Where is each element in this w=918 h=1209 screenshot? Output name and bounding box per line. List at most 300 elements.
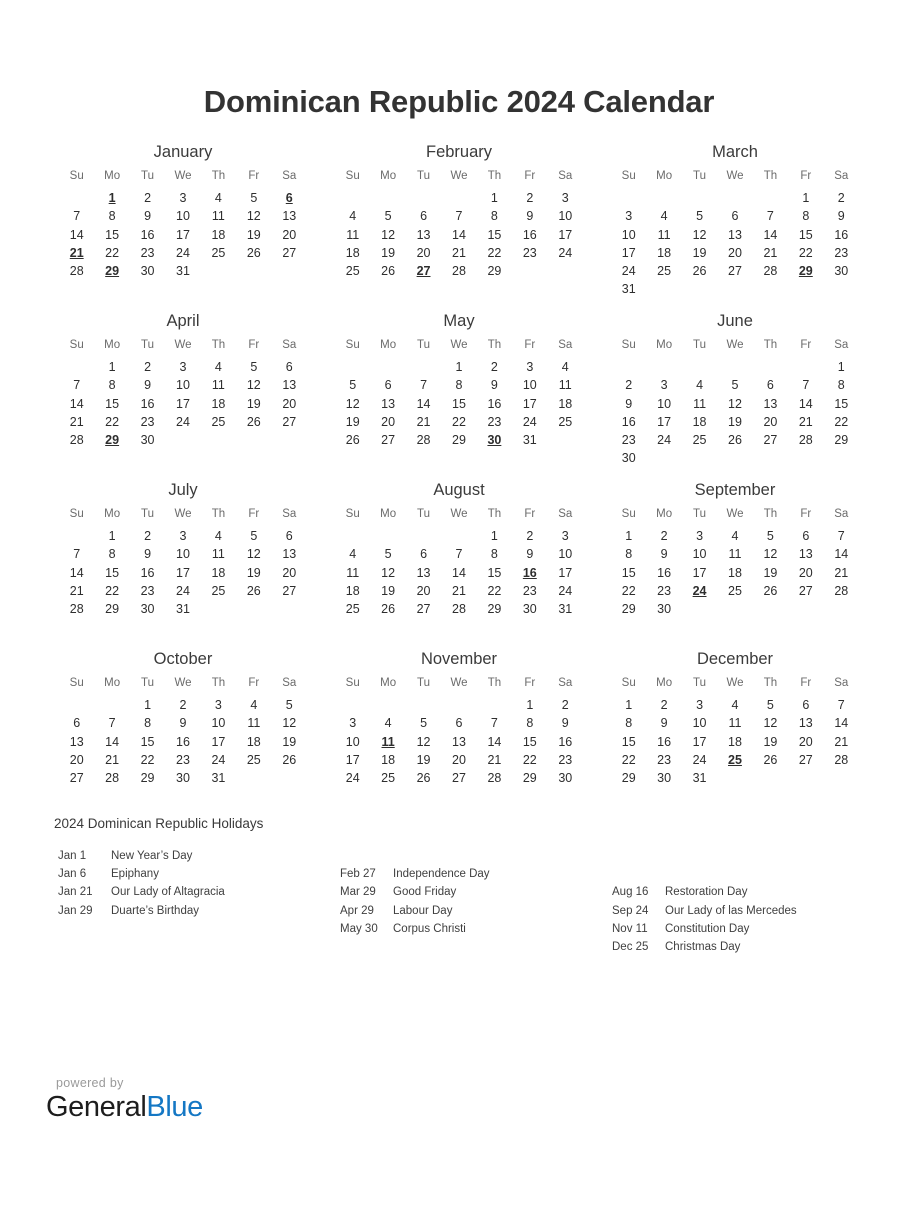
day-cell[interactable]: 28 [798,433,813,448]
day-cell[interactable]: 10 [692,716,707,731]
day-cell[interactable]: 15 [140,734,155,749]
day-cell[interactable]: 20 [282,565,297,580]
day-cell[interactable]: 27 [798,752,813,767]
day-cell[interactable]: 17 [692,565,707,580]
day-cell[interactable]: 13 [69,734,84,749]
day-cell[interactable]: 30 [657,602,672,617]
day-cell[interactable]: 27 [282,245,297,260]
day-cell[interactable]: 22 [798,245,813,260]
day-cell[interactable]: 17 [211,734,226,749]
day-cell[interactable]: 25 [345,264,360,279]
day-cell[interactable]: 15 [452,396,466,411]
day-cell[interactable]: 12 [282,716,297,731]
day-cell[interactable]: 23 [657,752,672,767]
day-cell[interactable]: 8 [625,547,633,562]
day-cell[interactable]: 13 [381,396,396,411]
day-cell-holiday[interactable]: 11 [381,734,395,749]
day-cell[interactable]: 1 [490,191,498,205]
day-cell[interactable]: 22 [105,583,120,598]
day-cell[interactable]: 18 [211,396,226,411]
day-cell[interactable]: 24 [558,245,573,260]
day-cell[interactable]: 19 [345,414,360,429]
day-cell[interactable]: 8 [455,378,463,393]
day-cell[interactable]: 19 [246,565,261,580]
day-cell[interactable]: 28 [834,583,849,598]
day-cell[interactable]: 9 [625,396,633,411]
day-cell[interactable]: 5 [250,529,258,543]
day-cell[interactable]: 28 [69,602,84,617]
day-cell[interactable]: 11 [346,227,360,242]
day-cell[interactable]: 29 [834,433,849,448]
day-cell[interactable]: 14 [763,227,778,242]
day-cell[interactable]: 23 [657,583,672,598]
day-cell[interactable]: 31 [558,602,573,617]
day-cell[interactable]: 20 [69,752,84,767]
day-cell[interactable]: 15 [834,396,849,411]
day-cell[interactable]: 20 [763,414,778,429]
day-cell[interactable]: 2 [490,360,498,374]
day-cell[interactable]: 25 [211,245,226,260]
day-cell[interactable]: 5 [766,698,774,712]
day-cell[interactable]: 8 [490,209,498,224]
day-cell[interactable]: 2 [660,529,668,543]
day-cell[interactable]: 27 [798,583,813,598]
day-cell[interactable]: 1 [455,360,463,374]
day-cell[interactable]: 13 [282,378,297,393]
day-cell[interactable]: 30 [621,451,636,466]
day-cell[interactable]: 5 [766,529,774,543]
day-cell[interactable]: 22 [105,245,120,260]
day-cell[interactable]: 17 [558,227,573,242]
day-cell[interactable]: 5 [420,716,428,731]
day-cell[interactable]: 19 [763,734,778,749]
day-cell[interactable]: 29 [621,771,636,786]
day-cell[interactable]: 24 [522,414,537,429]
day-cell[interactable]: 15 [798,227,813,242]
day-cell[interactable]: 1 [526,698,534,712]
day-cell[interactable]: 10 [176,209,190,224]
day-cell[interactable]: 20 [798,565,813,580]
day-cell[interactable]: 26 [246,245,261,260]
day-cell[interactable]: 29 [452,433,466,448]
day-cell[interactable]: 16 [140,565,155,580]
day-cell[interactable]: 23 [140,414,155,429]
day-cell[interactable]: 17 [692,734,707,749]
day-cell[interactable]: 27 [728,264,742,279]
day-cell[interactable]: 24 [211,752,226,767]
day-cell[interactable]: 22 [140,752,155,767]
day-cell[interactable]: 27 [452,771,466,786]
day-cell[interactable]: 5 [696,209,704,224]
day-cell[interactable]: 9 [837,209,845,224]
day-cell[interactable]: 2 [526,529,534,543]
day-cell[interactable]: 26 [381,264,396,279]
day-cell[interactable]: 14 [487,734,502,749]
day-cell[interactable]: 31 [692,771,707,786]
day-cell[interactable]: 17 [176,227,190,242]
day-cell[interactable]: 6 [420,209,428,224]
day-cell[interactable]: 14 [452,227,466,242]
day-cell[interactable]: 16 [176,734,190,749]
day-cell[interactable]: 12 [381,565,396,580]
day-cell[interactable]: 6 [802,698,810,712]
day-cell[interactable]: 23 [140,583,155,598]
day-cell[interactable]: 22 [105,414,120,429]
day-cell[interactable]: 10 [522,378,537,393]
day-cell[interactable]: 20 [416,245,431,260]
day-cell[interactable]: 25 [692,433,707,448]
day-cell[interactable]: 23 [140,245,155,260]
day-cell[interactable]: 19 [692,245,707,260]
day-cell-holiday[interactable]: 21 [69,245,84,260]
day-cell[interactable]: 14 [69,396,84,411]
day-cell[interactable]: 3 [349,716,357,731]
day-cell[interactable]: 18 [345,245,360,260]
day-cell-holiday[interactable]: 29 [105,264,120,279]
day-cell[interactable]: 12 [381,227,396,242]
day-cell[interactable]: 26 [692,264,707,279]
day-cell[interactable]: 26 [381,602,396,617]
day-cell[interactable]: 12 [246,209,261,224]
day-cell[interactable]: 9 [660,716,668,731]
day-cell[interactable]: 16 [487,396,502,411]
day-cell[interactable]: 25 [345,602,360,617]
day-cell[interactable]: 7 [73,209,81,224]
day-cell[interactable]: 6 [384,378,392,393]
day-cell[interactable]: 11 [693,396,707,411]
day-cell[interactable]: 20 [282,396,297,411]
day-cell[interactable]: 19 [728,414,742,429]
day-cell[interactable]: 27 [416,602,431,617]
day-cell[interactable]: 6 [731,209,739,224]
day-cell[interactable]: 17 [558,565,573,580]
day-cell[interactable]: 23 [487,414,502,429]
day-cell[interactable]: 17 [176,565,190,580]
day-cell[interactable]: 27 [381,433,396,448]
day-cell[interactable]: 30 [140,602,155,617]
day-cell-holiday[interactable]: 6 [285,191,293,205]
day-cell[interactable]: 29 [621,602,636,617]
day-cell[interactable]: 27 [282,414,297,429]
day-cell[interactable]: 11 [728,547,742,562]
day-cell[interactable]: 13 [763,396,778,411]
day-cell[interactable]: 21 [105,752,120,767]
day-cell[interactable]: 31 [176,264,190,279]
day-cell[interactable]: 17 [657,414,672,429]
day-cell[interactable]: 10 [211,716,226,731]
day-cell[interactable]: 3 [561,191,569,205]
day-cell[interactable]: 22 [452,414,466,429]
day-cell[interactable]: 29 [105,602,120,617]
day-cell[interactable]: 4 [250,698,258,712]
day-cell[interactable]: 30 [657,771,672,786]
day-cell[interactable]: 19 [763,565,778,580]
day-cell[interactable]: 15 [105,396,120,411]
day-cell-holiday[interactable]: 25 [728,752,742,767]
day-cell[interactable]: 24 [176,245,190,260]
day-cell[interactable]: 10 [176,378,190,393]
day-cell[interactable]: 25 [657,264,672,279]
day-cell[interactable]: 6 [802,529,810,543]
day-cell[interactable]: 22 [487,245,502,260]
day-cell[interactable]: 18 [728,734,742,749]
day-cell[interactable]: 5 [250,191,258,205]
day-cell[interactable]: 13 [728,227,742,242]
day-cell[interactable]: 28 [763,264,778,279]
day-cell[interactable]: 4 [349,209,357,224]
day-cell-holiday[interactable]: 16 [522,565,537,580]
day-cell[interactable]: 16 [621,414,636,429]
day-cell[interactable]: 23 [522,245,537,260]
day-cell[interactable]: 3 [660,378,668,393]
day-cell[interactable]: 2 [526,191,534,205]
day-cell[interactable]: 5 [731,378,739,393]
day-cell[interactable]: 6 [766,378,774,393]
day-cell[interactable]: 14 [452,565,466,580]
day-cell[interactable]: 26 [416,771,431,786]
day-cell[interactable]: 8 [108,209,116,224]
day-cell[interactable]: 26 [345,433,360,448]
day-cell[interactable]: 3 [179,360,187,374]
day-cell[interactable]: 12 [416,734,431,749]
day-cell[interactable]: 20 [416,583,431,598]
day-cell[interactable]: 6 [420,547,428,562]
day-cell[interactable]: 9 [179,716,187,731]
day-cell[interactable]: 22 [522,752,537,767]
day-cell[interactable]: 12 [763,547,778,562]
day-cell[interactable]: 8 [144,716,152,731]
day-cell[interactable]: 19 [246,396,261,411]
day-cell[interactable]: 1 [108,360,116,374]
day-cell[interactable]: 11 [211,378,225,393]
day-cell[interactable]: 23 [834,245,849,260]
day-cell[interactable]: 3 [696,698,704,712]
day-cell[interactable]: 25 [246,752,261,767]
day-cell[interactable]: 25 [728,583,742,598]
day-cell[interactable]: 8 [526,716,534,731]
day-cell[interactable]: 26 [246,583,261,598]
day-cell[interactable]: 12 [246,378,261,393]
day-cell[interactable]: 22 [621,752,636,767]
day-cell[interactable]: 2 [179,698,187,712]
day-cell[interactable]: 4 [384,716,392,731]
day-cell[interactable]: 4 [696,378,704,393]
day-cell[interactable]: 23 [522,583,537,598]
day-cell[interactable]: 30 [176,771,190,786]
day-cell[interactable]: 20 [452,752,466,767]
day-cell[interactable]: 6 [285,529,293,543]
day-cell[interactable]: 14 [834,547,849,562]
day-cell[interactable]: 2 [625,378,633,393]
day-cell-holiday[interactable]: 30 [487,433,502,448]
day-cell[interactable]: 8 [625,716,633,731]
day-cell[interactable]: 31 [211,771,226,786]
day-cell[interactable]: 24 [621,264,636,279]
day-cell[interactable]: 20 [381,414,396,429]
day-cell[interactable]: 5 [349,378,357,393]
day-cell[interactable]: 2 [561,698,569,712]
day-cell[interactable]: 13 [798,716,813,731]
day-cell[interactable]: 24 [558,583,573,598]
day-cell[interactable]: 20 [282,227,297,242]
day-cell[interactable]: 7 [802,378,810,393]
day-cell[interactable]: 4 [731,529,739,543]
day-cell[interactable]: 28 [105,771,120,786]
day-cell[interactable]: 4 [349,547,357,562]
day-cell[interactable]: 7 [837,529,845,543]
day-cell[interactable]: 2 [144,191,152,205]
day-cell[interactable]: 11 [657,227,671,242]
day-cell[interactable]: 21 [452,245,466,260]
day-cell[interactable]: 6 [73,716,81,731]
day-cell[interactable]: 22 [487,583,502,598]
day-cell[interactable]: 3 [179,529,187,543]
day-cell[interactable]: 12 [728,396,742,411]
day-cell[interactable]: 14 [798,396,813,411]
day-cell[interactable]: 16 [522,227,537,242]
day-cell[interactable]: 11 [211,547,225,562]
day-cell[interactable]: 18 [728,565,742,580]
day-cell[interactable]: 21 [416,414,431,429]
day-cell[interactable]: 13 [452,734,466,749]
day-cell[interactable]: 7 [837,698,845,712]
day-cell[interactable]: 20 [798,734,813,749]
day-cell[interactable]: 18 [345,583,360,598]
day-cell[interactable]: 25 [558,414,573,429]
day-cell[interactable]: 27 [763,433,778,448]
day-cell[interactable]: 21 [834,565,849,580]
day-cell[interactable]: 17 [176,396,190,411]
day-cell[interactable]: 19 [246,227,261,242]
day-cell[interactable]: 1 [490,529,498,543]
day-cell[interactable]: 29 [487,602,502,617]
day-cell[interactable]: 27 [69,771,84,786]
day-cell[interactable]: 3 [561,529,569,543]
day-cell[interactable]: 5 [384,547,392,562]
day-cell[interactable]: 31 [522,433,537,448]
day-cell[interactable]: 10 [558,547,573,562]
day-cell[interactable]: 28 [69,264,84,279]
day-cell[interactable]: 23 [621,433,636,448]
day-cell[interactable]: 26 [763,583,778,598]
day-cell[interactable]: 3 [625,209,633,224]
day-cell[interactable]: 19 [416,752,431,767]
day-cell[interactable]: 15 [621,734,636,749]
day-cell[interactable]: 5 [250,360,258,374]
day-cell[interactable]: 30 [140,264,155,279]
day-cell[interactable]: 25 [211,583,226,598]
day-cell[interactable]: 2 [837,191,845,205]
day-cell[interactable]: 9 [144,547,152,562]
day-cell-holiday[interactable]: 29 [105,433,120,448]
day-cell[interactable]: 2 [660,698,668,712]
day-cell[interactable]: 16 [140,396,155,411]
day-cell[interactable]: 20 [728,245,742,260]
day-cell[interactable]: 3 [214,698,222,712]
day-cell[interactable]: 25 [381,771,396,786]
day-cell[interactable]: 1 [802,191,810,205]
day-cell[interactable]: 15 [487,565,502,580]
day-cell[interactable]: 10 [558,209,573,224]
day-cell[interactable]: 21 [763,245,778,260]
day-cell[interactable]: 29 [487,264,502,279]
day-cell[interactable]: 28 [416,433,431,448]
day-cell[interactable]: 15 [621,565,636,580]
day-cell[interactable]: 21 [834,734,849,749]
day-cell[interactable]: 28 [452,602,466,617]
day-cell[interactable]: 5 [384,209,392,224]
day-cell[interactable]: 8 [108,547,116,562]
day-cell[interactable]: 31 [621,282,636,297]
day-cell[interactable]: 13 [416,227,431,242]
day-cell[interactable]: 21 [487,752,502,767]
day-cell[interactable]: 7 [766,209,774,224]
day-cell[interactable]: 13 [416,565,431,580]
day-cell[interactable]: 14 [416,396,431,411]
day-cell[interactable]: 24 [657,433,672,448]
day-cell[interactable]: 16 [657,565,672,580]
day-cell[interactable]: 9 [144,209,152,224]
generalblue-logo[interactable] [46,1092,203,1122]
day-cell[interactable]: 30 [140,433,155,448]
day-cell[interactable]: 28 [834,752,849,767]
day-cell[interactable]: 4 [214,529,222,543]
day-cell[interactable]: 2 [144,360,152,374]
day-cell[interactable]: 21 [798,414,813,429]
day-cell-holiday[interactable]: 24 [692,583,707,598]
day-cell[interactable]: 13 [798,547,813,562]
day-cell[interactable]: 18 [211,227,226,242]
day-cell[interactable]: 15 [105,565,120,580]
day-cell[interactable]: 12 [246,547,261,562]
day-cell[interactable]: 4 [561,360,569,374]
day-cell[interactable]: 4 [214,360,222,374]
day-cell[interactable]: 21 [69,414,84,429]
day-cell[interactable]: 17 [345,752,360,767]
day-cell[interactable]: 24 [345,771,360,786]
day-cell[interactable]: 1 [837,360,845,374]
day-cell[interactable]: 4 [660,209,668,224]
day-cell[interactable]: 30 [522,602,537,617]
day-cell[interactable]: 21 [452,583,466,598]
day-cell[interactable]: 30 [834,264,849,279]
day-cell[interactable]: 4 [731,698,739,712]
day-cell[interactable]: 4 [214,191,222,205]
day-cell[interactable]: 5 [285,698,293,712]
day-cell[interactable]: 23 [176,752,190,767]
day-cell-holiday[interactable]: 1 [108,191,116,205]
day-cell[interactable]: 6 [285,360,293,374]
day-cell[interactable]: 24 [176,583,190,598]
day-cell[interactable]: 8 [108,378,116,393]
day-cell[interactable]: 7 [73,378,81,393]
day-cell[interactable]: 10 [657,396,672,411]
day-cell[interactable]: 10 [345,734,360,749]
day-cell[interactable]: 18 [211,565,226,580]
day-cell[interactable]: 13 [282,209,297,224]
day-cell[interactable]: 11 [247,716,261,731]
day-cell[interactable]: 16 [834,227,849,242]
day-cell[interactable]: 7 [420,378,428,393]
day-cell[interactable]: 8 [837,378,845,393]
day-cell[interactable]: 17 [522,396,537,411]
day-cell[interactable]: 7 [108,716,116,731]
day-cell[interactable]: 1 [108,529,116,543]
day-cell[interactable]: 8 [802,209,810,224]
day-cell[interactable]: 12 [763,716,778,731]
day-cell[interactable]: 10 [176,547,190,562]
day-cell[interactable]: 12 [345,396,360,411]
